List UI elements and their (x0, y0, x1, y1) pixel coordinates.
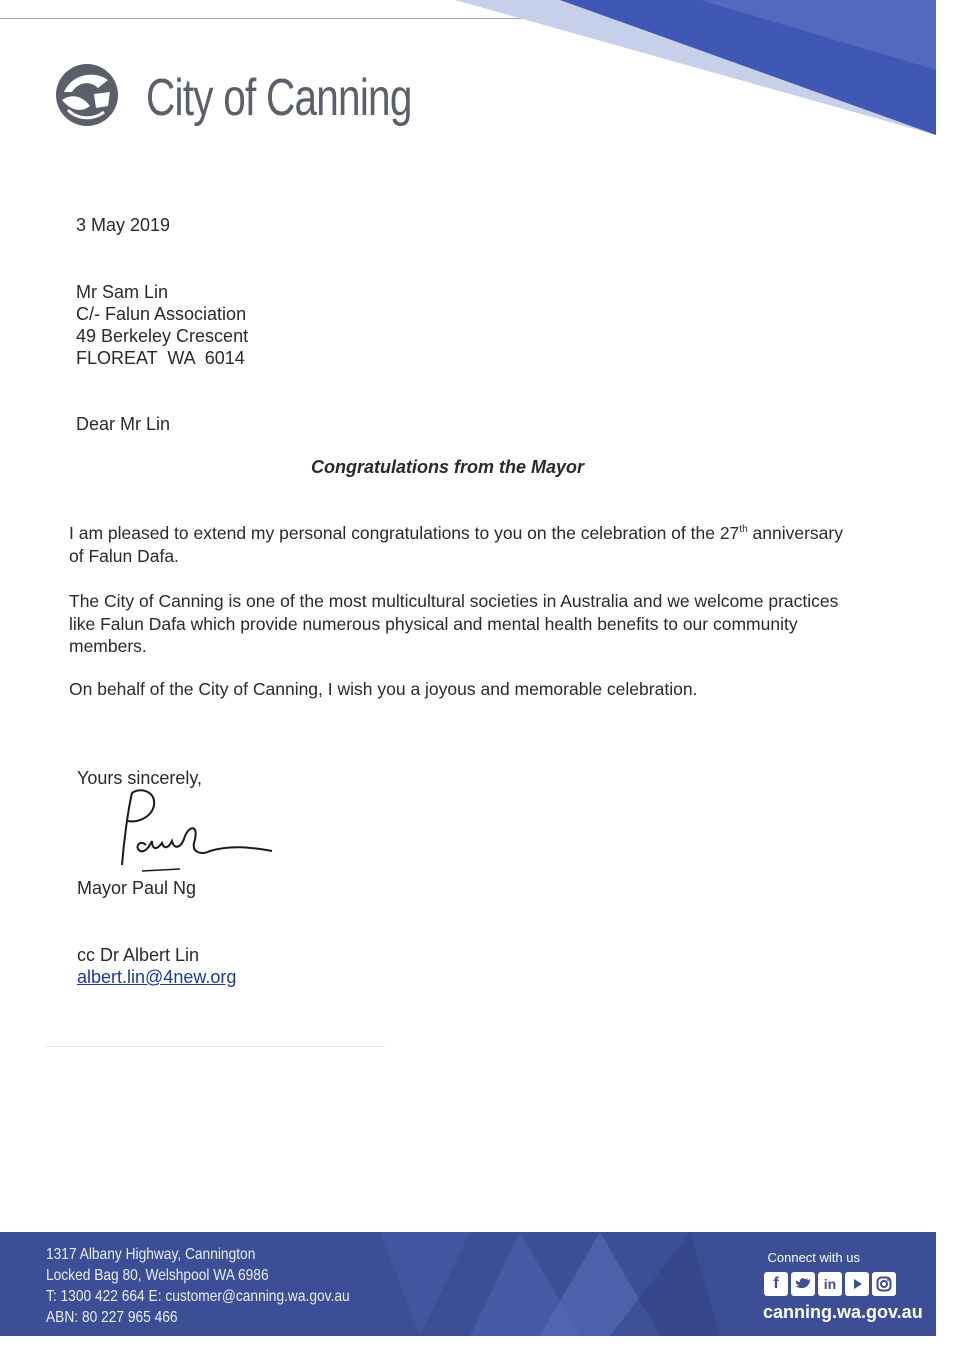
footer (0, 1232, 936, 1336)
signature-image (110, 785, 285, 875)
para1-continuation: anniversary of Falun Dafa. (69, 523, 843, 566)
body-paragraph-2: The City of Canning is one of the most multicultural societies in Australia and we welcome practices like Falun Dafa which provide numerous physical and mental health benefits to our community members. (69, 591, 839, 656)
cc-email-link[interactable]: albert.lin@4new.org (77, 967, 237, 987)
faint-divider (45, 1046, 385, 1047)
letter-subject: Congratulations from the Mayor (310, 457, 584, 477)
para1-text: I am pleased to extend my personal congratulations to you on the celebration of the 27 (69, 523, 740, 543)
city-of-canning-logo-icon (54, 62, 120, 128)
recipient-address (76, 281, 248, 369)
recipient-line: C/- Falun Association (76, 304, 247, 324)
social-icons (764, 1272, 896, 1296)
footer-address-line: ABN: 80 227 965 466 (46, 1309, 178, 1326)
para1-ordinal-suffix: th (739, 524, 748, 536)
footer-address-line: 1317 Albany Highway, Cannington (46, 1246, 256, 1263)
body-paragraph-1 (69, 522, 849, 567)
letter-date: 3 May 2019 (76, 215, 171, 235)
twitter-icon[interactable] (791, 1272, 815, 1296)
salutation: Dear Mr Lin (76, 414, 171, 434)
recipient-line: Mr Sam Lin (76, 282, 169, 302)
closing: Yours sincerely, (77, 768, 203, 788)
header-accent-bands (0, 0, 955, 140)
footer-address-line: T: 1300 422 664 E: customer@canning.wa.gov.au (46, 1288, 350, 1305)
footer-address-line: Locked Bag 80, Welshpool WA 6986 (46, 1267, 269, 1284)
connect-label: Connect with us (767, 1250, 860, 1265)
body-paragraph-3: On behalf of the City of Canning, I wish you a joyous and memorable celebration. (69, 679, 698, 699)
org-name: City of Canning (146, 69, 412, 127)
facebook-icon[interactable]: f (764, 1272, 788, 1296)
recipient-line: 49 Berkeley Crescent (76, 326, 249, 346)
linkedin-icon[interactable]: in (818, 1272, 842, 1296)
footer-address (46, 1244, 350, 1328)
signatory-name: Mayor Paul Ng (77, 878, 197, 898)
cc-line: cc Dr Albert Lin (77, 945, 200, 965)
recipient-line: FLOREAT WA 6014 (76, 348, 245, 368)
instagram-icon[interactable] (872, 1272, 896, 1296)
youtube-icon[interactable] (845, 1272, 869, 1296)
website-link[interactable]: canning.wa.gov.au (763, 1302, 923, 1322)
